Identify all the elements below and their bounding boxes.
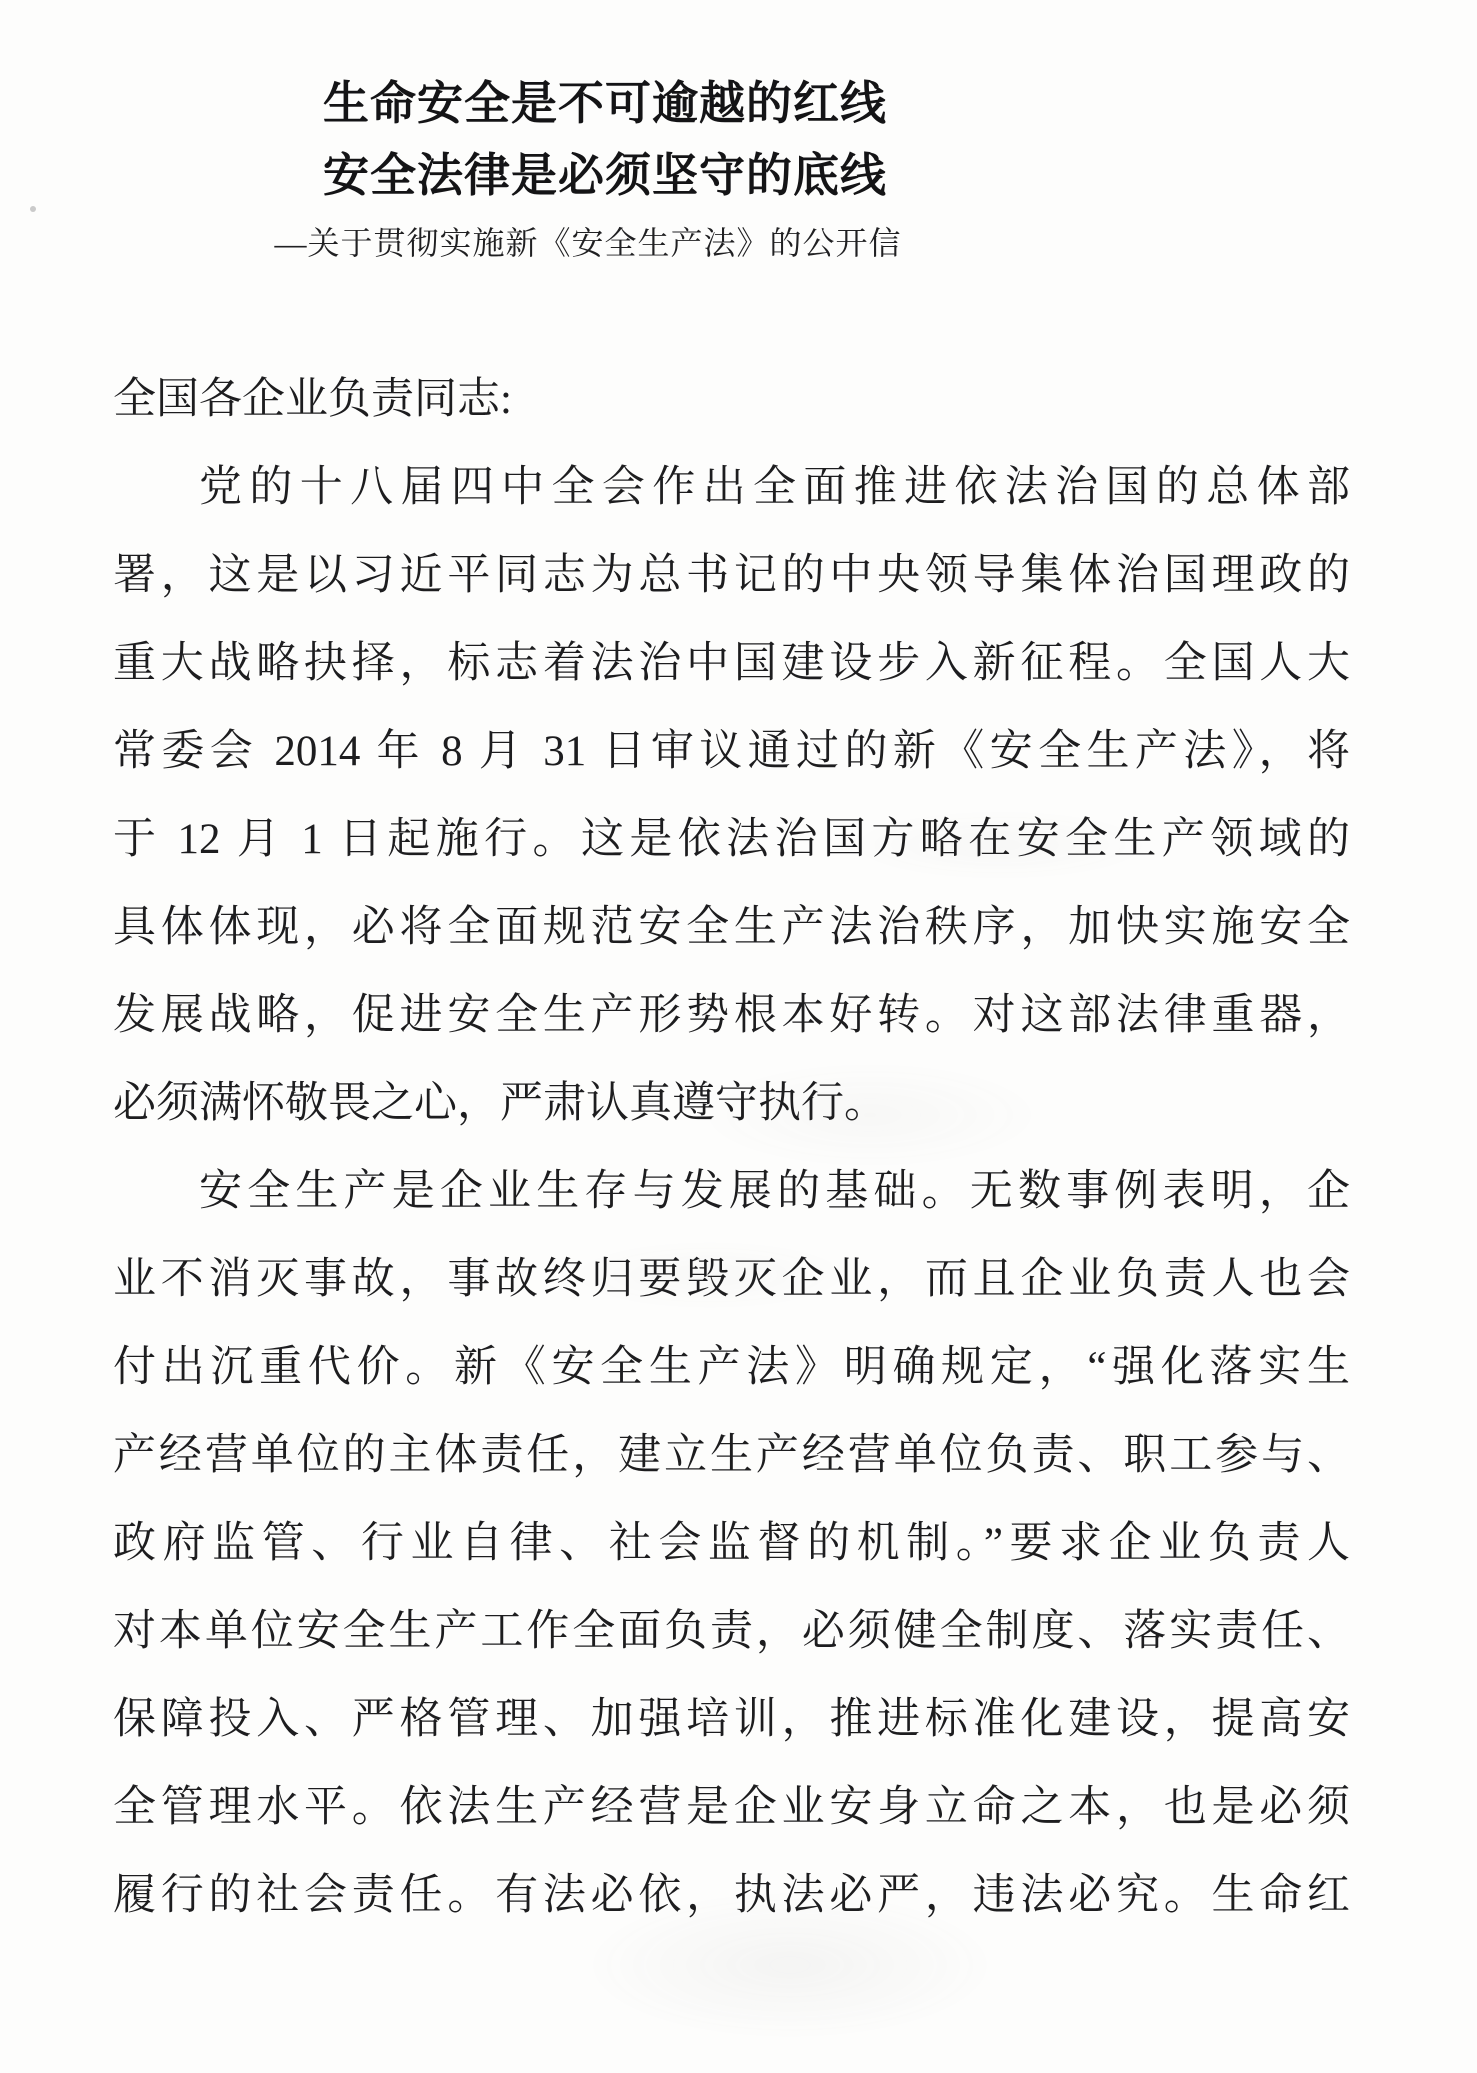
text-line: 重大战略抉择，标志着法治中国建设步入新征程。全国人大 [113,640,1350,687]
text-line: 政府监管、行业自律、社会监督的机制。”要求企业负责人 [113,1520,1350,1567]
text-line: 业不消灭事故，事故终归要毁灭企业，而且企业负责人也会 [113,1256,1350,1303]
text-line: 付出沉重代价。新《安全生产法》明确规定，“强化落实生 [113,1344,1350,1391]
text-line: 产经营单位的主体责任，建立生产经营单位负责、职工参与、 [113,1432,1350,1479]
text-line: 保障投入、严格管理、加强培训，推进标准化建设，提高安 [113,1696,1350,1743]
document-title-line2: 安全法律是必须坚守的底线 [323,150,887,201]
subtitle-block [0,220,1176,266]
title-block [0,0,1210,212]
document-subtitle: —关于贯彻实施新《安全生产法》的公开信 [274,225,902,261]
letter-body [113,356,1350,1940]
paragraphs-container [113,444,1350,1940]
text-line: 常委会 2014 年 8 月 31 日审议通过的新《安全生产法》，将 [113,728,1350,775]
text-line: 全管理水平。依法生产经营是企业安身立命之本，也是必须 [113,1784,1350,1831]
text-line: 于 12 月 1 日起施行。这是依法治国方略在安全生产领域的 [113,816,1350,863]
document-title-line1: 生命安全是不可逾越的红线 [323,78,887,129]
text-line: 对本单位安全生产工作全面负责，必须健全制度、落实责任、 [113,1608,1350,1655]
paragraph [113,444,1350,1148]
text-line: 党的十八届四中全会作出全面推进依法治国的总体部 [199,464,1350,511]
text-line: 署，这是以习近平同志为总书记的中央领导集体治国理政的 [113,552,1350,599]
text-line: 履行的社会责任。有法必依，执法必严，违法必究。生命红 [113,1872,1350,1919]
salutation: 全国各企业负责同志: [113,376,512,423]
text-line: 发展战略，促进安全生产形势根本好转。对这部法律重器， [113,992,1350,1039]
text-line: 必须满怀敬畏之心，严肃认真遵守执行。 [113,1080,887,1127]
text-line: 具体体现，必将全面规范安全生产法治秩序，加快实施安全 [113,904,1350,951]
text-line: 安全生产是企业生存与发展的基础。无数事例表明，企 [199,1168,1350,1215]
paragraph [113,1148,1350,1940]
